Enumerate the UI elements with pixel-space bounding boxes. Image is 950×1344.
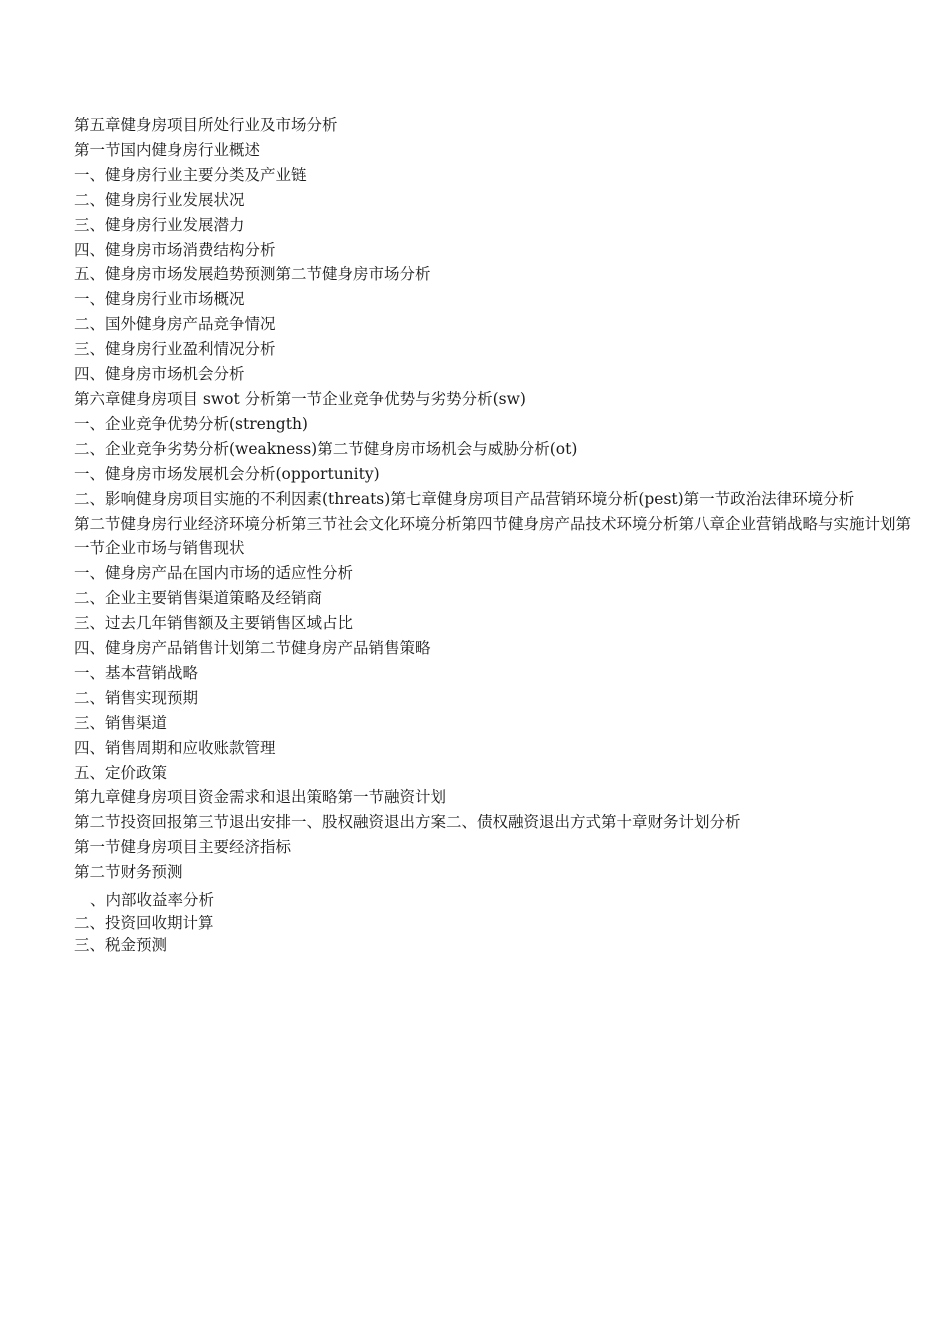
list-item: 一、企业竞争优势分析(strength) [74, 414, 308, 433]
list-item: 二、企业竞争劣势分析(weakness)第二节健身房市场机会与威胁分析(ot) [74, 439, 578, 458]
document-body [74, 113, 924, 956]
list-item: 四、健身房市场机会分析 [74, 365, 245, 384]
list-item: 四、健身房产品销售计划第二节健身房产品销售策略 [74, 639, 431, 658]
paragraph: 第二节健身房行业经济环境分析第三节社会文化环境分析第四节健身房产品技术环境分析第八章企业营销战略与实施计划第一节企业市场与销售现状 [74, 514, 912, 558]
chapter-heading: 第六章健身房项目 swot 分析第一节企业竞争优势与劣势分析(sw) [74, 389, 526, 408]
list-item: 一、健身房行业市场概况 [74, 290, 245, 309]
list-item: 、内部收益率分析 [90, 891, 215, 910]
list-item: 五、健身房市场发展趋势预测第二节健身房市场分析 [74, 265, 431, 284]
list-item: 二、国外健身房产品竞争情况 [74, 315, 276, 334]
list-item: 二、影响健身房项目实施的不利因素(threats)第七章健身房项目产品营销环境分析(pest)第一节政治法律环境分析 [74, 489, 855, 508]
list-item: 一、健身房产品在国内市场的适应性分析 [74, 564, 354, 583]
list-item: 三、过去几年销售额及主要销售区域占比 [74, 614, 354, 633]
list-item: 一、健身房行业主要分类及产业链 [74, 165, 307, 184]
section-heading: 第二节财务预测 [74, 863, 183, 882]
section-heading: 第二节投资回报第三节退出安排一、股权融资退出方案二、债权融资退出方式第十章财务计划分析 [74, 813, 741, 832]
chapter-heading: 第九章健身房项目资金需求和退出策略第一节融资计划 [74, 788, 447, 807]
list-item: 二、健身房行业发展状况 [74, 190, 245, 209]
section-heading: 第一节国内健身房行业概述 [74, 140, 261, 159]
list-item: 二、企业主要销售渠道策略及经销商 [74, 589, 323, 608]
list-item: 五、定价政策 [74, 763, 168, 782]
list-item: 二、投资回收期计算 [74, 914, 214, 933]
list-item: 四、健身房市场消费结构分析 [74, 240, 276, 259]
section-heading: 第一节健身房项目主要经济指标 [74, 838, 292, 857]
list-item: 三、税金预测 [74, 936, 168, 955]
chapter-heading: 第五章健身房项目所处行业及市场分析 [74, 116, 338, 134]
list-item: 一、健身房市场发展机会分析(opportunity) [74, 464, 380, 483]
list-item: 四、销售周期和应收账款管理 [74, 738, 276, 757]
list-item: 一、基本营销战略 [74, 663, 199, 682]
list-item: 三、健身房行业盈利情况分析 [74, 340, 276, 359]
list-item: 三、健身房行业发展潜力 [74, 215, 245, 234]
list-item: 三、销售渠道 [74, 713, 168, 732]
list-item: 二、销售实现预期 [74, 688, 199, 707]
